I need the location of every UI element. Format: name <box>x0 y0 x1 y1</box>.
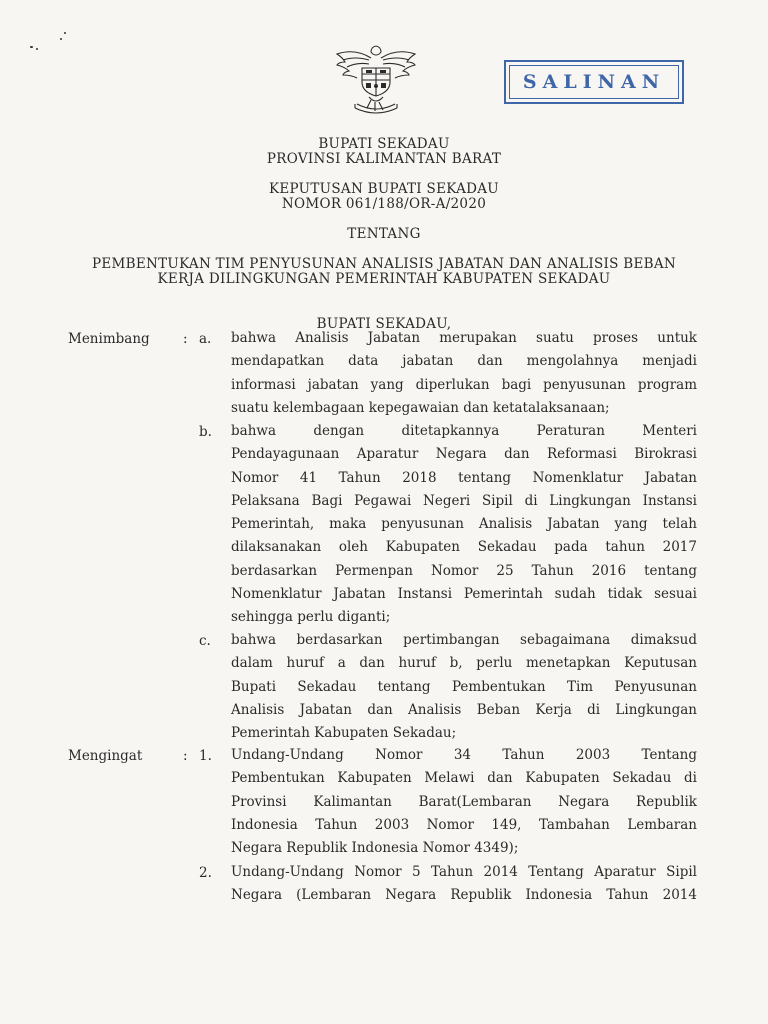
subject-line-1: PEMBENTUKAN TIM PENYUSUNAN ANALISIS JABATAN DAN ANALISIS BEBAN <box>91 256 677 272</box>
menimbang-marker-b: b. <box>199 424 212 440</box>
text-line: Nomenklatur Jabatan Instansi Pemerintah sudah tidak sesuai <box>231 586 697 603</box>
text-line: informasi jabatan yang diperlukan bagi penyusunan program <box>231 376 697 393</box>
mengingat-item-1 <box>231 744 697 860</box>
text-line: dalam huruf a dan huruf b, perlu menetapkan Keputusan <box>231 655 697 672</box>
text-line: suatu kelembagaan kepegawaian dan ketatalaksanaan; <box>231 399 610 416</box>
menimbang-marker-c: c. <box>199 633 211 649</box>
garuda-emblem-icon <box>333 42 419 120</box>
decree-number: NOMOR 061/188/OR-A/2020 <box>281 196 487 212</box>
text-line: bahwa dengan ditetapkannya Peraturan Menteri <box>231 423 697 439</box>
menimbang-item-c <box>231 629 697 745</box>
text-line: Undang-Undang Nomor 5 Tahun 2014 Tentang Aparatur Sipil <box>231 864 697 880</box>
text-line: Indonesia Tahun 2003 Nomor 149, Tambahan Lembaran <box>231 816 697 833</box>
subject-line-2: KERJA DILINGKUNGAN PEMERINTAH KABUPATEN SEKADAU <box>157 271 611 287</box>
stamp-label: SALINAN <box>522 71 666 93</box>
menimbang-colon: : <box>183 331 188 347</box>
text-line: mendapatkan data jabatan dan mengolahnya menjadi <box>231 353 697 370</box>
decree-title: KEPUTUSAN BUPATI SEKADAU <box>269 181 499 197</box>
text-line: Nomor 41 Tahun 2018 tentang Nomenklatur Jabatan <box>231 469 697 486</box>
mengingat-colon: : <box>183 748 188 764</box>
text-line: Pelaksana Bagi Pegawai Negeri Sipil di Lingkungan Instansi <box>231 492 697 509</box>
text-line: bahwa berdasarkan pertimbangan sebagaimana dimaksud <box>231 632 697 648</box>
mengingat-label: Mengingat <box>68 748 143 764</box>
text-line: Pemerintah, maka penyusunan Analisis Jabatan yang telah <box>231 516 697 533</box>
text-line: Undang-Undang Nomor 34 Tahun 2003 Tentang <box>231 747 697 763</box>
text-line: Negara Republik Indonesia Nomor 4349); <box>231 840 519 857</box>
menimbang-item-b <box>231 420 697 630</box>
text-line: Analisis Jabatan dan Analisis Beban Kerja di Lingkungan <box>231 701 697 718</box>
text-line: Pemerintah Kabupaten Sekadau; <box>231 725 457 742</box>
mengingat-marker-2: 2. <box>199 865 212 881</box>
about-heading: TENTANG <box>347 226 421 242</box>
province-title: PROVINSI KALIMANTAN BARAT <box>266 151 502 167</box>
text-line: Provinsi Kalimantan Barat(Lembaran Negara Republik <box>231 793 697 810</box>
issuer-heading: BUPATI SEKADAU, <box>316 316 452 332</box>
text-line: dilaksanakan oleh Kabupaten Sekadau pada tahun 2017 <box>231 539 697 556</box>
scan-specks <box>28 28 78 58</box>
regent-title: BUPATI SEKADAU <box>318 136 450 152</box>
text-line: Pembentukan Kabupaten Melawi dan Kabupaten Sekadau di <box>231 770 697 787</box>
menimbang-label: Menimbang <box>68 331 150 347</box>
text-line: sehingga perlu diganti; <box>231 609 391 626</box>
text-line: bahwa Analisis Jabatan merupakan suatu proses untuk <box>231 330 697 346</box>
menimbang-item-a <box>231 327 697 420</box>
salinan-stamp <box>504 60 684 104</box>
text-line: Pendayagunaan Aparatur Negara dan Reformasi Birokrasi <box>231 446 697 463</box>
mengingat-item-2 <box>231 861 697 908</box>
text-line: Negara (Lembaran Negara Republik Indonesia Tahun 2014 <box>231 887 697 904</box>
mengingat-marker-1: 1. <box>199 748 212 764</box>
text-line: Bupati Sekadau tentang Pembentukan Tim Penyusunan <box>231 678 697 695</box>
menimbang-marker-a: a. <box>199 331 212 347</box>
text-line: berdasarkan Permenpan Nomor 25 Tahun 2016 tentang <box>231 562 697 579</box>
